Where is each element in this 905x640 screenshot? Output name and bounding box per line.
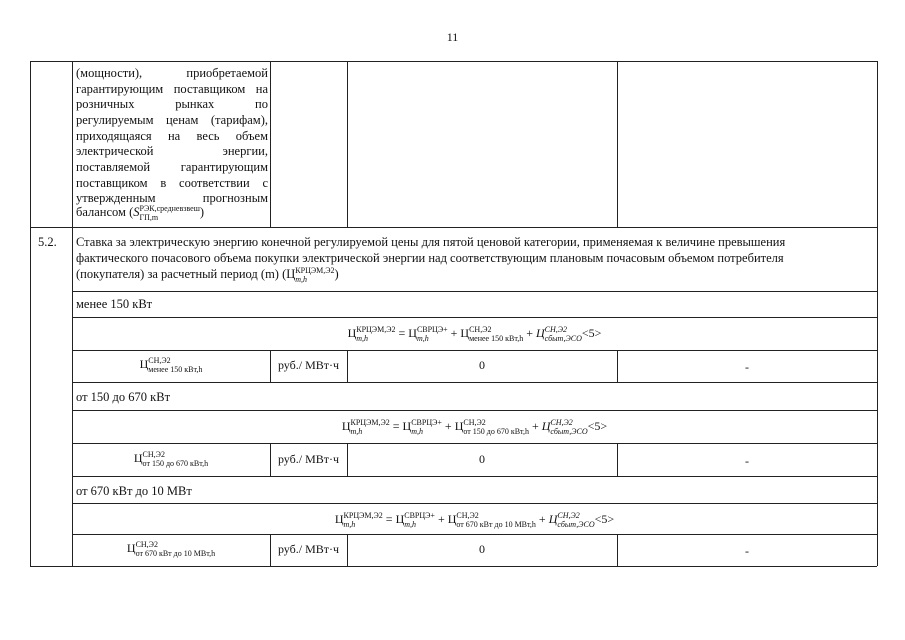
symbol-s-sup: РЭК,средневзвеш — [139, 204, 200, 214]
continuation-line: поставщиком в соответствии с — [76, 176, 268, 190]
band-label: от 150 до 670 кВт — [76, 390, 171, 404]
row-value: 0 — [479, 452, 485, 466]
section-title-line — [76, 266, 339, 284]
title-symbol-sup: КРЦЭМ,Э2 — [295, 266, 335, 276]
row-value: 0 — [479, 542, 485, 556]
title-symbol: Ц — [286, 267, 296, 281]
row-value-2: - — [745, 544, 749, 558]
continuation-line: (мощности), приобретаемой — [76, 66, 268, 80]
row-symbol: Ц СН,Э2 от 670 кВт до 10 МВт,h — [126, 540, 216, 558]
continuation-line: утвержденным прогнозным — [76, 191, 268, 205]
title-symbol-sub: m,h — [295, 275, 308, 285]
row-unit: руб./ МВт·ч — [277, 542, 340, 556]
row-value: 0 — [479, 358, 485, 372]
symbol-s: S — [133, 205, 140, 219]
continuation-line: электрической энергии, — [76, 144, 268, 158]
row-unit: руб./ МВт·ч — [277, 358, 340, 372]
continuation-line: поставляемой гарантирующим — [76, 160, 268, 174]
continuation-line: розничных рынках по — [76, 97, 268, 111]
continuation-last-suffix: ) — [199, 205, 205, 219]
band-formula: Ц КРЦЭМ,Э2 m,h = Ц СВРЦЭ+ m,h + Ц СН,Э2 от 670 кВт до 10 МВт,h + Ц СН,Э2 сбыт,ЭСО <5> — [334, 511, 615, 529]
section-title-line: Ставка за электрическую энергию конечной регулируемой цены для пятой ценовой категории, применяемая к величине превышения — [76, 235, 786, 249]
band-label: менее 150 кВт — [76, 297, 153, 311]
row-symbol: Ц СН,Э2 менее 150 кВт,h — [139, 356, 203, 374]
page-number: 11 — [446, 30, 459, 44]
title-end: ) — [334, 267, 339, 281]
continuation-line: регулируемым ценам (тарифам), — [76, 113, 268, 127]
section-title-line-text: (покупателя) за расчетный период (m) ( — [76, 267, 287, 281]
band-label: от 670 кВт до 10 МВт — [76, 484, 192, 498]
section-number: 5.2. — [38, 235, 57, 249]
symbol-s-sub: ГП,m — [139, 213, 159, 223]
row-symbol: Ц СН,Э2 от 150 до 670 кВт,h — [133, 450, 209, 468]
band-formula: Ц КРЦЭМ,Э2 m,h = Ц СВРЦЭ+ m,h + Ц СН,Э2 менее 150 кВт,h + Ц СН,Э2 сбыт,ЭСО <5> — [347, 325, 602, 343]
row-value-2: - — [745, 454, 749, 468]
band-formula: Ц КРЦЭМ,Э2 m,h = Ц СВРЦЭ+ m,h + Ц СН,Э2 от 150 до 670 кВт,h + Ц СН,Э2 сбыт,ЭСО <5> — [341, 418, 608, 436]
continuation-last-prefix: балансом ( — [76, 205, 134, 219]
continuation-last-line — [76, 204, 204, 222]
continuation-line: приходящаяся на весь объем — [76, 129, 268, 143]
continuation-line: гарантирующим поставщиком на — [76, 82, 268, 96]
row-value-2: - — [745, 360, 749, 374]
section-title-line: фактического почасового объема покупки электрической энергии над соответствующим плановым почасовым объемом потребителя — [76, 251, 784, 265]
row-unit: руб./ МВт·ч — [277, 452, 340, 466]
